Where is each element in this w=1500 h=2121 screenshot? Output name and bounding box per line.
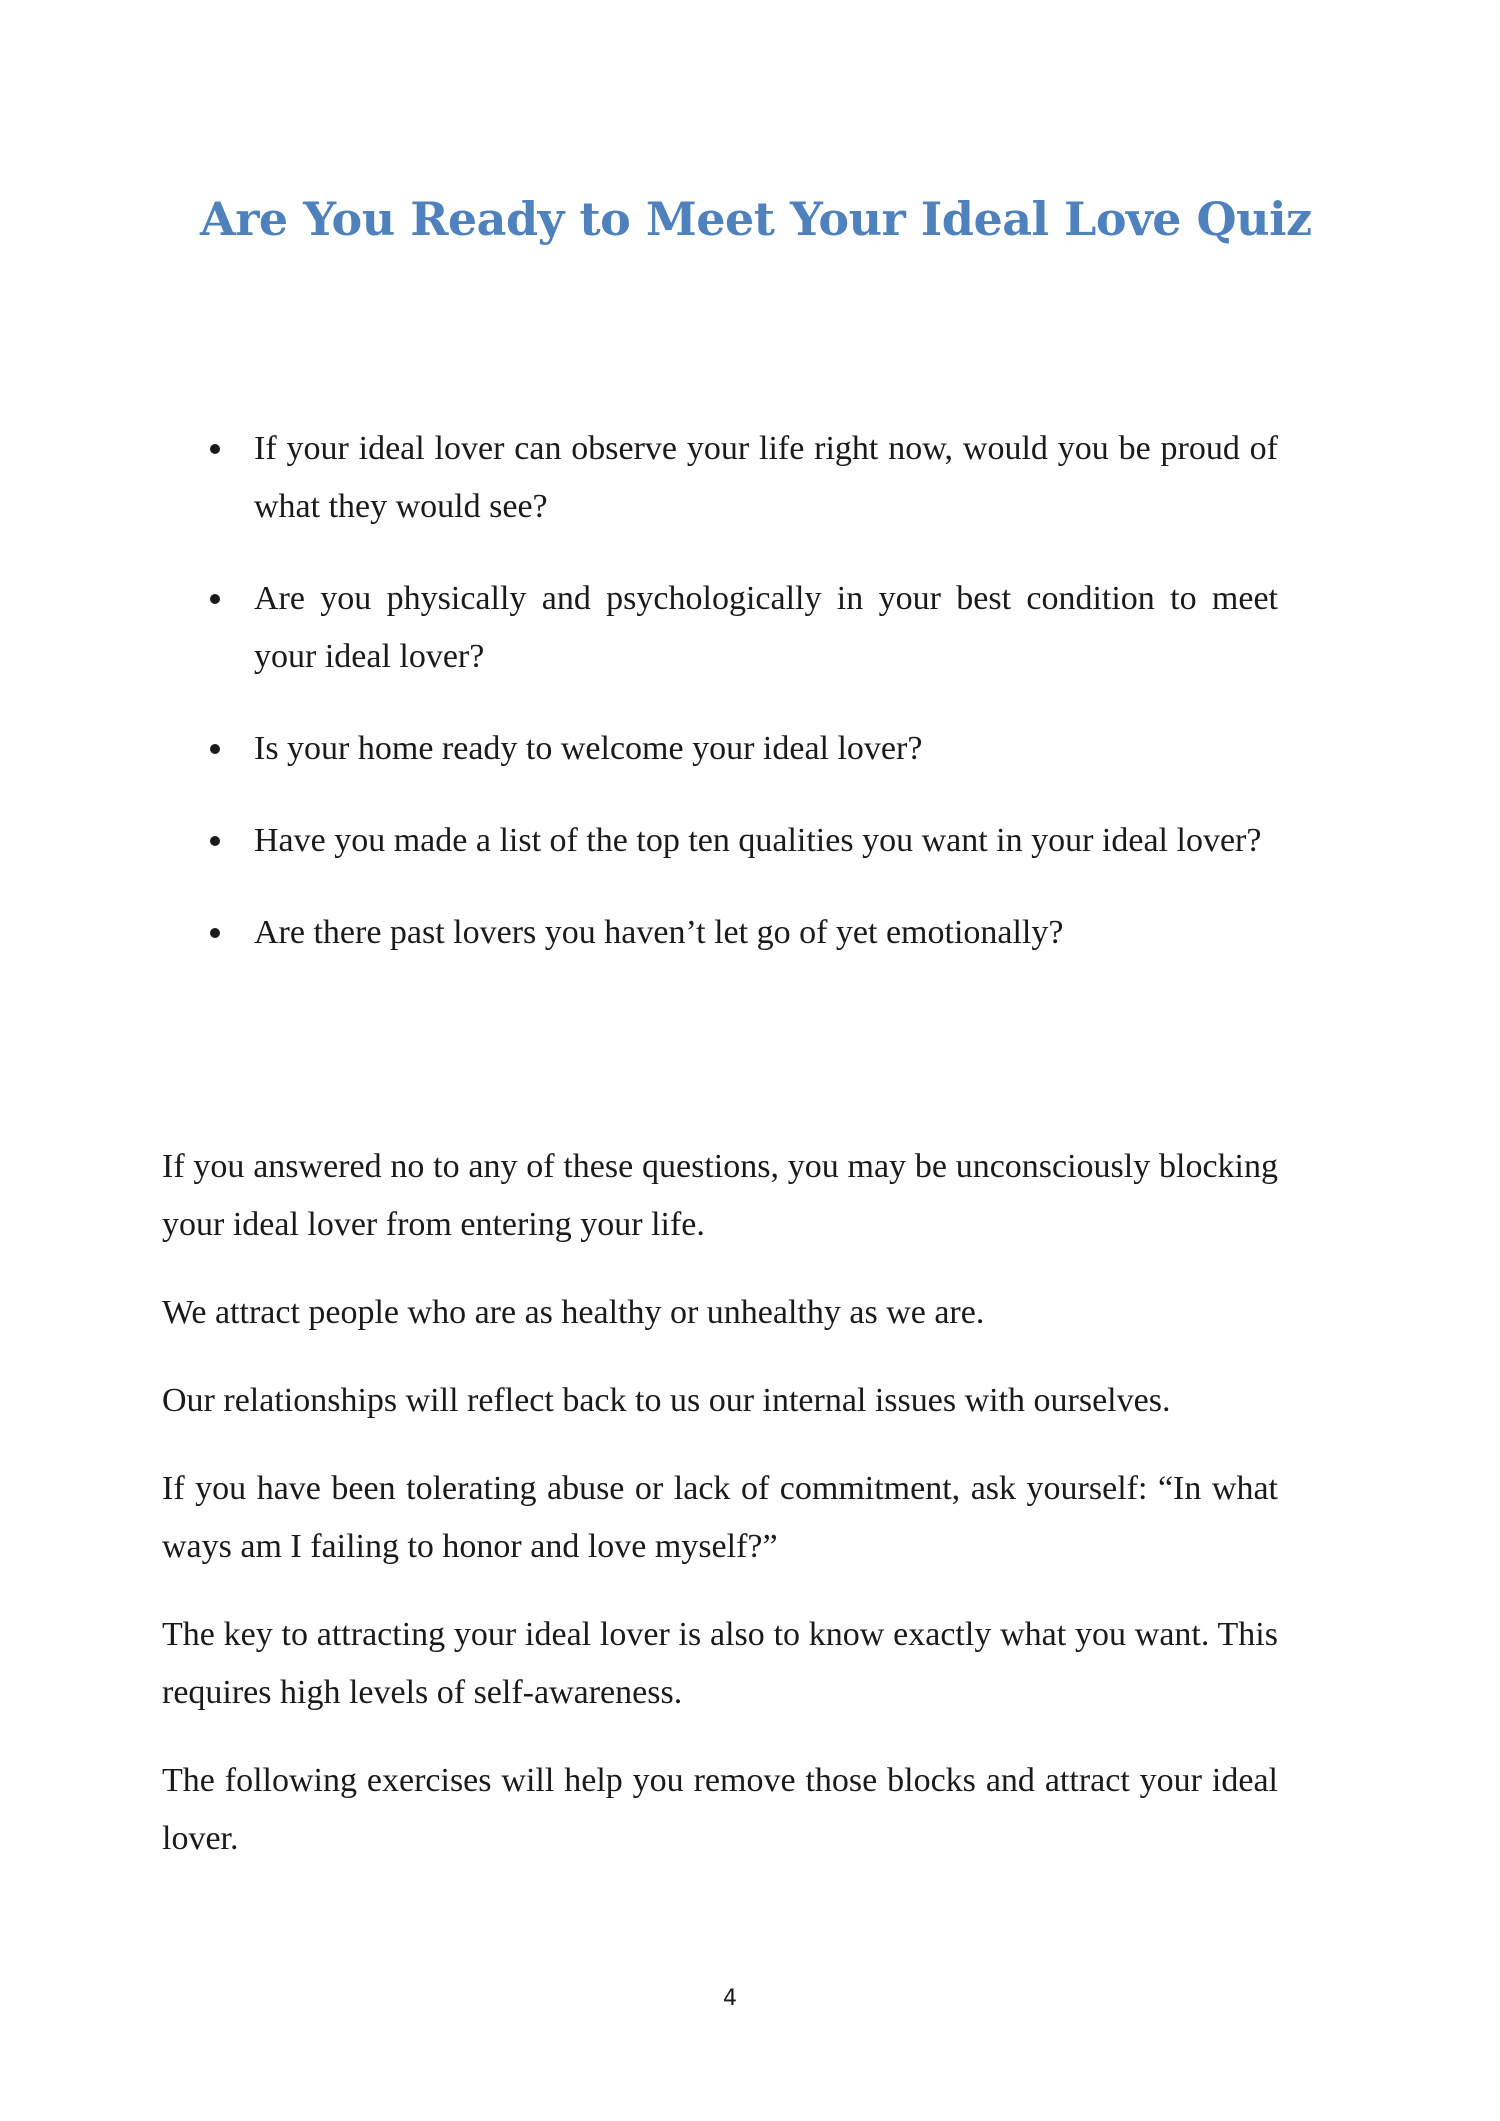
question-text: Are you physically and psychologically in your best condition to meet your ideal lover? [254,580,1278,675]
page-title: Are You Ready to Meet Your Ideal Love Quiz [200,192,1312,246]
question-text: Is your home ready to welcome your ideal lover? [254,730,923,767]
paragraph: The following exercises will help you remove those blocks and attract your ideal lover. [162,1762,1278,1857]
page-number: 4 [723,1986,737,2011]
question-text: If your ideal lover can observe your life right now, would you be proud of what they would see? [254,430,1278,525]
list-item [200,420,1278,536]
paragraph: If you have been tolerating abuse or lack of commitment, ask yourself: “In what ways am I failing to honor and love myself?” [162,1470,1278,1565]
paragraph: We attract people who are as healthy or unhealthy as we are. [162,1294,985,1331]
paragraph: The key to attracting your ideal lover is also to know exactly what you want. This requires high levels of self-awareness. [162,1616,1278,1711]
list-item [200,904,1278,962]
bullet-icon [210,744,220,754]
bullet-icon [210,594,220,604]
question-text: Are there past lovers you haven’t let go of yet emotionally? [254,914,1064,951]
question-text: Have you made a list of the top ten qualities you want in your ideal lover? [254,822,1262,859]
body-text [162,1138,1278,1898]
bullet-icon [210,836,220,846]
paragraph: If you answered no to any of these questions, you may be unconsciously blocking your ideal lover from entering your life. [162,1148,1278,1243]
bullet-icon [210,928,220,938]
list-item [200,812,1278,870]
bullet-icon [210,444,220,454]
paragraph: Our relationships will reflect back to us our internal issues with ourselves. [162,1382,1171,1419]
quiz-question-list [200,420,1278,996]
list-item [200,720,1278,778]
list-item [200,570,1278,686]
